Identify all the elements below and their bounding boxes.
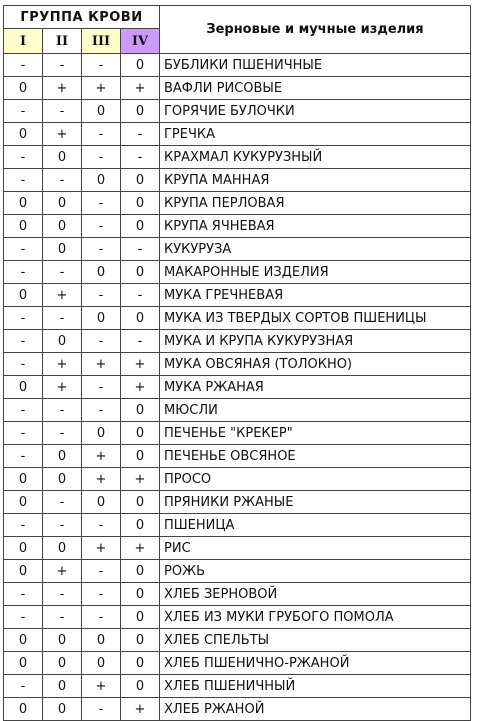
product-name: ХЛЕБ ЗЕРНОВОЙ	[160, 583, 471, 606]
blood-type-i-value: 0	[4, 537, 43, 560]
blood-type-iv-value: -	[121, 284, 160, 307]
product-name: ПРЯНИКИ РЖАНЫЕ	[160, 491, 471, 514]
blood-type-ii-value: 0	[43, 146, 82, 169]
blood-type-iv-value: -	[121, 146, 160, 169]
blood-type-iii-value: 0	[82, 307, 121, 330]
blood-type-ii-value: +	[43, 77, 82, 100]
blood-type-iv-value: 0	[121, 215, 160, 238]
blood-type-i-value: -	[4, 307, 43, 330]
product-category-header: Зерновые и мучные изделия	[160, 6, 471, 54]
blood-type-iv-value: 0	[121, 583, 160, 606]
product-name: КРУПА ЯЧНЕВАЯ	[160, 215, 471, 238]
blood-type-ii-value: -	[43, 514, 82, 537]
blood-type-iii-value: +	[82, 537, 121, 560]
blood-group-header: ГРУППА КРОВИ	[4, 6, 160, 29]
blood-type-iv-value: -	[121, 238, 160, 261]
product-name: ХЛЕБ РЖАНОЙ	[160, 698, 471, 721]
product-name: ПЕЧЕНЬЕ "КРЕКЕР"	[160, 422, 471, 445]
blood-type-iv-value: +	[121, 468, 160, 491]
product-name: КРУПА ПЕРЛОВАЯ	[160, 192, 471, 215]
blood-type-i-value: -	[4, 353, 43, 376]
blood-type-i-value: 0	[4, 652, 43, 675]
blood-type-ii-value: 0	[43, 445, 82, 468]
blood-type-iii-value: +	[82, 77, 121, 100]
blood-type-i-value: -	[4, 330, 43, 353]
blood-type-iii-value: +	[82, 353, 121, 376]
blood-type-iv-value: -	[121, 123, 160, 146]
blood-type-i-value: -	[4, 169, 43, 192]
blood-type-i-value: -	[4, 583, 43, 606]
table-row	[4, 330, 471, 353]
table-row	[4, 261, 471, 284]
blood-type-ii-value: -	[43, 491, 82, 514]
blood-type-i-value: 0	[4, 491, 43, 514]
blood-type-iv-value: 0	[121, 629, 160, 652]
blood-type-ii-value: -	[43, 54, 82, 77]
blood-type-iv-value: 0	[121, 422, 160, 445]
blood-type-iii-value: -	[82, 583, 121, 606]
product-name: МУКА ИЗ ТВЕРДЫХ СОРТОВ ПШЕНИЦЫ	[160, 307, 471, 330]
blood-type-i-value: 0	[4, 376, 43, 399]
blood-type-iii-value: -	[82, 192, 121, 215]
blood-type-iii-value: -	[82, 330, 121, 353]
table-row	[4, 353, 471, 376]
blood-type-i-value: -	[4, 54, 43, 77]
product-name: ВАФЛИ РИСОВЫЕ	[160, 77, 471, 100]
blood-type-iii-header: III	[82, 29, 121, 54]
product-name: КРУПА МАННАЯ	[160, 169, 471, 192]
blood-type-iv-value: 0	[121, 169, 160, 192]
product-name: ГРЕЧКА	[160, 123, 471, 146]
product-name: ХЛЕБ СПЕЛЬТЫ	[160, 629, 471, 652]
table-body	[4, 54, 471, 721]
table-row	[4, 376, 471, 399]
blood-type-i-value: -	[4, 238, 43, 261]
table-row	[4, 192, 471, 215]
product-name: РОЖЬ	[160, 560, 471, 583]
table-row	[4, 307, 471, 330]
blood-type-ii-value: +	[43, 123, 82, 146]
blood-type-iii-value: 0	[82, 652, 121, 675]
blood-type-ii-value: 0	[43, 652, 82, 675]
blood-type-i-value: -	[4, 445, 43, 468]
product-name: МУКА РЖАНАЯ	[160, 376, 471, 399]
blood-type-iv-header: IV	[121, 29, 160, 54]
product-name: ГОРЯЧИЕ БУЛОЧКИ	[160, 100, 471, 123]
table-row	[4, 77, 471, 100]
product-name: РИС	[160, 537, 471, 560]
blood-type-iii-value: -	[82, 698, 121, 721]
blood-type-iii-value: -	[82, 215, 121, 238]
blood-type-iv-value: 0	[121, 100, 160, 123]
blood-type-ii-value: 0	[43, 468, 82, 491]
table-row	[4, 491, 471, 514]
table-row	[4, 169, 471, 192]
blood-type-ii-value: -	[43, 583, 82, 606]
product-name: МУКА ОВСЯНАЯ (ТОЛОКНО)	[160, 353, 471, 376]
blood-type-i-value: 0	[4, 468, 43, 491]
blood-type-i-value: 0	[4, 698, 43, 721]
product-name: КРАХМАЛ КУКУРУЗНЫЙ	[160, 146, 471, 169]
blood-type-i-value: 0	[4, 560, 43, 583]
table-row	[4, 215, 471, 238]
blood-type-iv-value: 0	[121, 445, 160, 468]
blood-type-ii-value: 0	[43, 698, 82, 721]
blood-type-ii-value: 0	[43, 238, 82, 261]
blood-type-iii-value: 0	[82, 491, 121, 514]
blood-type-iv-value: +	[121, 353, 160, 376]
blood-type-iv-value: 0	[121, 514, 160, 537]
table-row	[4, 100, 471, 123]
table-row	[4, 675, 471, 698]
blood-type-iii-value: 0	[82, 100, 121, 123]
table-row	[4, 468, 471, 491]
blood-type-iii-value: -	[82, 376, 121, 399]
blood-type-food-table	[3, 5, 471, 721]
table-row	[4, 537, 471, 560]
table-row	[4, 583, 471, 606]
blood-type-i-value: -	[4, 146, 43, 169]
blood-type-ii-header: II	[43, 29, 82, 54]
blood-type-iv-value: 0	[121, 491, 160, 514]
product-name: ХЛЕБ ПШЕНИЧНЫЙ	[160, 675, 471, 698]
product-name: КУКУРУЗА	[160, 238, 471, 261]
blood-type-i-value: 0	[4, 77, 43, 100]
blood-type-iv-value: +	[121, 698, 160, 721]
table-row	[4, 514, 471, 537]
table-row	[4, 238, 471, 261]
blood-type-iii-value: 0	[82, 422, 121, 445]
table-row	[4, 652, 471, 675]
product-name: БУБЛИКИ ПШЕНИЧНЫЕ	[160, 54, 471, 77]
table-row	[4, 445, 471, 468]
blood-type-iv-value: -	[121, 330, 160, 353]
blood-type-ii-value: 0	[43, 192, 82, 215]
blood-type-ii-value: -	[43, 169, 82, 192]
blood-type-iii-value: -	[82, 560, 121, 583]
blood-type-iii-value: 0	[82, 629, 121, 652]
blood-type-ii-value: 0	[43, 675, 82, 698]
product-name: ХЛЕБ ИЗ МУКИ ГРУБОГО ПОМОЛА	[160, 606, 471, 629]
blood-type-iii-value: -	[82, 146, 121, 169]
table-row	[4, 399, 471, 422]
blood-type-i-value: -	[4, 675, 43, 698]
blood-type-i-value: -	[4, 261, 43, 284]
product-name: МУКА ГРЕЧНЕВАЯ	[160, 284, 471, 307]
blood-type-ii-value: +	[43, 560, 82, 583]
blood-type-iv-value: +	[121, 77, 160, 100]
table-row	[4, 422, 471, 445]
blood-type-i-value: 0	[4, 284, 43, 307]
blood-type-iii-value: -	[82, 284, 121, 307]
product-name: МУКА И КРУПА КУКУРУЗНАЯ	[160, 330, 471, 353]
blood-type-ii-value: -	[43, 606, 82, 629]
blood-type-iv-value: 0	[121, 652, 160, 675]
product-name: ХЛЕБ ПШЕНИЧНО-РЖАНОЙ	[160, 652, 471, 675]
blood-type-i-value: -	[4, 100, 43, 123]
blood-type-ii-value: 0	[43, 215, 82, 238]
blood-type-ii-value: -	[43, 261, 82, 284]
blood-type-iii-value: -	[82, 238, 121, 261]
table-row	[4, 123, 471, 146]
blood-type-i-value: -	[4, 514, 43, 537]
blood-type-iii-value: +	[82, 468, 121, 491]
blood-type-iii-value: 0	[82, 169, 121, 192]
table-row	[4, 560, 471, 583]
blood-type-ii-value: 0	[43, 330, 82, 353]
product-name: ПЕЧЕНЬЕ ОВСЯНОЕ	[160, 445, 471, 468]
blood-type-i-value: -	[4, 399, 43, 422]
blood-type-iii-value: -	[82, 399, 121, 422]
blood-type-iv-value: +	[121, 537, 160, 560]
blood-type-iii-value: -	[82, 514, 121, 537]
product-name: ПШЕНИЦА	[160, 514, 471, 537]
blood-type-i-value: -	[4, 606, 43, 629]
table-row	[4, 629, 471, 652]
table-row	[4, 284, 471, 307]
blood-type-iii-value: -	[82, 123, 121, 146]
blood-type-i-value: 0	[4, 123, 43, 146]
blood-type-ii-value: 0	[43, 629, 82, 652]
blood-type-i-value: 0	[4, 629, 43, 652]
blood-type-iv-value: 0	[121, 192, 160, 215]
blood-type-iii-value: +	[82, 675, 121, 698]
blood-type-ii-value: +	[43, 376, 82, 399]
blood-type-iv-value: 0	[121, 261, 160, 284]
product-name: МЮСЛИ	[160, 399, 471, 422]
blood-type-iv-value: 0	[121, 54, 160, 77]
blood-type-ii-value: -	[43, 399, 82, 422]
table-row	[4, 146, 471, 169]
blood-type-i-value: -	[4, 422, 43, 445]
blood-type-iv-value: 0	[121, 675, 160, 698]
table-row	[4, 698, 471, 721]
table-row	[4, 54, 471, 77]
blood-type-iii-value: 0	[82, 261, 121, 284]
blood-type-iv-value: 0	[121, 307, 160, 330]
blood-type-ii-value: 0	[43, 537, 82, 560]
product-name: ПРОСО	[160, 468, 471, 491]
blood-type-iv-value: +	[121, 376, 160, 399]
blood-type-iv-value: 0	[121, 606, 160, 629]
product-name: МАКАРОННЫЕ ИЗДЕЛИЯ	[160, 261, 471, 284]
blood-type-ii-value: -	[43, 422, 82, 445]
blood-type-ii-value: -	[43, 100, 82, 123]
blood-type-i-value: 0	[4, 192, 43, 215]
table-row	[4, 606, 471, 629]
blood-type-ii-value: +	[43, 284, 82, 307]
blood-type-iii-value: -	[82, 606, 121, 629]
blood-type-ii-value: -	[43, 307, 82, 330]
blood-type-iii-value: +	[82, 445, 121, 468]
blood-type-iv-value: 0	[121, 560, 160, 583]
blood-type-iv-value: 0	[121, 399, 160, 422]
blood-type-iii-value: -	[82, 54, 121, 77]
blood-type-i-value: 0	[4, 215, 43, 238]
blood-type-i-header: I	[4, 29, 43, 54]
blood-type-ii-value: +	[43, 353, 82, 376]
